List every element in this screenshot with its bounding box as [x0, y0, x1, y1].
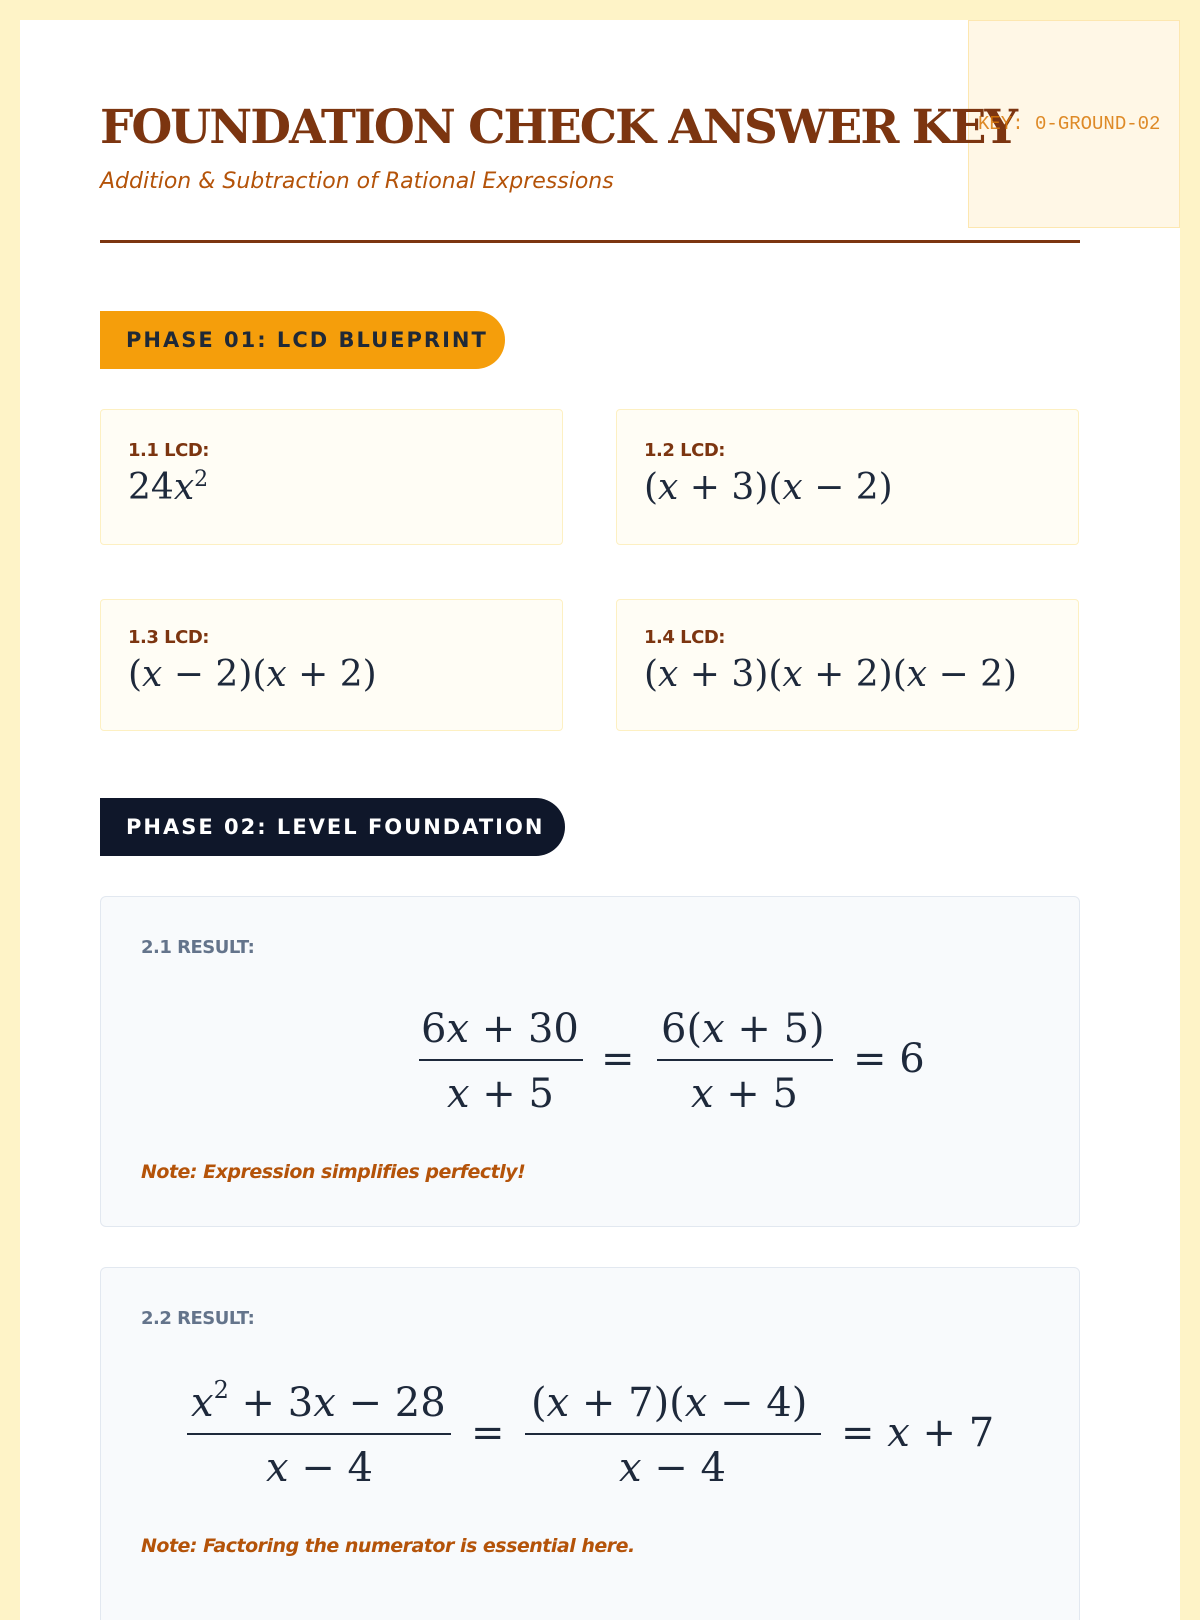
numerator-2: 6(x + 5): [661, 1006, 825, 1052]
answer-24x-squared: $24x^2$: [128, 467, 209, 508]
lcd-answer: (x − 2)(x + 2): [128, 654, 377, 695]
denominator-2: x + 5: [691, 1071, 798, 1117]
lcd-answer: [128, 467, 208, 508]
result-card-2-2: [100, 1267, 1080, 1620]
result-note: Note: Factoring the numerator is essential here.: [141, 1535, 635, 1557]
equals-1: =: [471, 1410, 505, 1456]
equation-2-1: [101, 992, 1079, 1132]
numerator-1: 6x + 30: [421, 1006, 579, 1052]
lcd-card-1-2: [616, 409, 1079, 545]
numerator-1: $x^2 + 3x - 28$: [191, 1376, 446, 1426]
denominator-1: x + 5: [447, 1071, 554, 1117]
lcd-label: 1.3 LCD:: [128, 627, 209, 648]
result-label: 2.1 RESULT:: [141, 937, 255, 958]
denominator-2: x − 4: [619, 1445, 726, 1491]
lcd-answer: (x + 3)(x − 2): [644, 467, 893, 508]
header-divider: [100, 240, 1080, 243]
answer-key-sheet: [20, 20, 1180, 1620]
equation-2-2: [101, 1363, 1079, 1503]
lcd-label: 1.2 LCD:: [644, 440, 725, 461]
lcd-label: 1.1 LCD:: [128, 440, 209, 461]
page-subtitle: Addition & Subtraction of Rational Expressions: [100, 169, 614, 194]
lcd-card-1-3: [100, 599, 563, 731]
key-id-label: KEY: 0-GROUND-02: [978, 113, 1161, 135]
lcd-card-1-1: [100, 409, 563, 545]
lcd-label: 1.4 LCD:: [644, 627, 725, 648]
phase-01-heading: PHASE 01: LCD BLUEPRINT: [100, 311, 505, 369]
equals-2: = 6: [853, 1036, 925, 1082]
lcd-card-1-4: [616, 599, 1079, 731]
result-note: Note: Expression simplifies perfectly!: [141, 1161, 526, 1183]
result-label: 2.2 RESULT:: [141, 1308, 255, 1329]
equals-2: = x + 7: [841, 1410, 995, 1456]
numerator-2: (x + 7)(x − 4): [531, 1380, 808, 1426]
equals-1: =: [601, 1036, 635, 1082]
page-title: FOUNDATION CHECK ANSWER KEY: [100, 100, 1017, 155]
result-card-2-1: [100, 896, 1080, 1227]
phase-02-heading: PHASE 02: LEVEL FOUNDATION: [100, 798, 565, 856]
denominator-1: x − 4: [266, 1445, 373, 1491]
lcd-answer: (x + 3)(x + 2)(x − 2): [644, 654, 1018, 695]
